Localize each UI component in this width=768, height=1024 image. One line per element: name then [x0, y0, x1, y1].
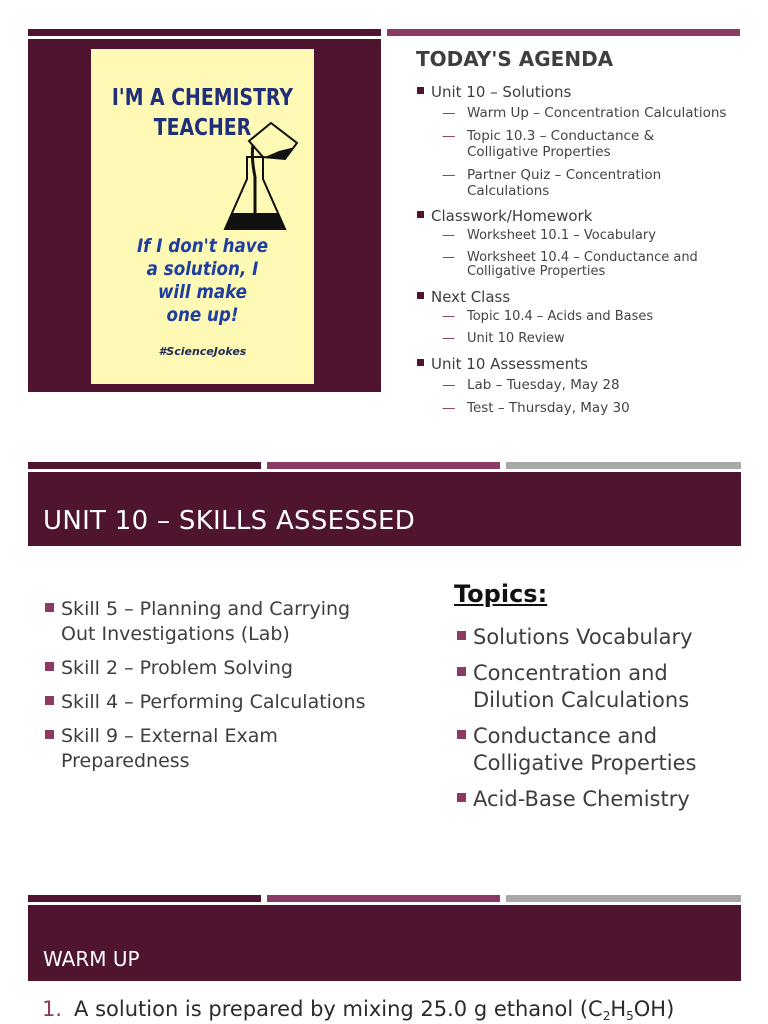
dash-bullet-icon: —: [442, 228, 455, 243]
dash-bullet-icon: —: [442, 250, 455, 265]
agenda-subitem: — Warm Up – Concentration Calculations: [442, 105, 727, 121]
agenda-item: Unit 10 – Solutions: [416, 82, 756, 102]
agenda-list: [416, 82, 756, 423]
poster-hashtag: #ScienceJokes: [158, 345, 247, 358]
agenda-subitem: — Worksheet 10.1 – Vocabulary: [442, 228, 656, 243]
agenda-subitem: — Test – Thursday, May 30: [442, 400, 630, 416]
slide2-title-band: [28, 472, 741, 546]
question-text: A solution is prepared by mixing 25.0 g ethanol (C: [74, 997, 603, 1021]
dash-bullet-icon: —: [442, 377, 456, 393]
slide3-title-band: [28, 905, 741, 981]
chemistry-poster: [91, 49, 314, 384]
slide3-top-bar-1: [28, 895, 261, 902]
dash-bullet-icon: —: [442, 309, 455, 324]
dash-bullet-icon: —: [442, 105, 456, 121]
question-number: 1.: [42, 997, 63, 1021]
topics-list: [456, 624, 756, 822]
agenda-item: Next Class: [416, 287, 756, 307]
slide1-top-bar-right: [387, 29, 740, 36]
slide2-top-bar-1: [28, 462, 261, 469]
skills-list: [44, 597, 424, 783]
skill-item: Skill 5 – Planning and Carrying Out Investigations (Lab): [44, 597, 424, 647]
agenda-subitem: — Lab – Tuesday, May 28: [442, 377, 620, 393]
agenda-subitem: — Unit 10 Review: [442, 331, 565, 346]
agenda-item: Classwork/Homework: [416, 206, 756, 226]
beaker-pouring-icon: [219, 117, 299, 237]
dash-bullet-icon: —: [442, 128, 456, 144]
skill-item: Skill 2 – Problem Solving: [44, 656, 424, 681]
dash-bullet-icon: —: [442, 167, 456, 183]
topics-heading: Topics:: [454, 580, 548, 608]
agenda-item: Unit 10 Assessments: [416, 354, 756, 374]
dash-bullet-icon: —: [442, 331, 455, 346]
agenda-subitem: — Topic 10.3 – Conductance & Colligative Properties: [442, 128, 655, 160]
topic-item: Concentration and Dilution Calculations: [456, 660, 756, 714]
skill-item: Skill 4 – Performing Calculations: [44, 690, 424, 715]
topic-item: Conductance and Colligative Properties: [456, 723, 756, 777]
dash-bullet-icon: —: [442, 400, 456, 416]
poster-tagline: If I don't have a solution, I will make one up!: [136, 235, 269, 326]
warmup-question: 1. A solution is prepared by mixing 25.0 g ethanol $(C_2H_5OH)$: [42, 997, 675, 1023]
agenda-subitem: — Topic 10.4 – Acids and Bases: [442, 309, 654, 324]
slide2-top-bar-3: [506, 462, 741, 469]
agenda-title: TODAY'S AGENDA: [416, 47, 614, 71]
poster-headline: I'M A CHEMISTRY TEACHER: [111, 85, 294, 141]
slide3-top-bar-3: [506, 895, 741, 902]
slide3-top-bar-2: [267, 895, 500, 902]
slide3-title: WARM UP: [43, 947, 140, 971]
agenda-subitem: — Partner Quiz – Concentration Calculations: [442, 167, 662, 199]
slide2-top-bar-2: [267, 462, 500, 469]
skill-item: Skill 9 – External Exam Preparedness: [44, 724, 424, 774]
topic-item: Acid-Base Chemistry: [456, 786, 756, 813]
slide2-title: UNIT 10 – SKILLS ASSESSED: [43, 506, 416, 536]
slide1-top-bar-left: [28, 29, 381, 36]
agenda-subitem: — Worksheet 10.4 – Conductance and Colligative Properties: [442, 250, 698, 279]
topic-item: Solutions Vocabulary: [456, 624, 756, 651]
